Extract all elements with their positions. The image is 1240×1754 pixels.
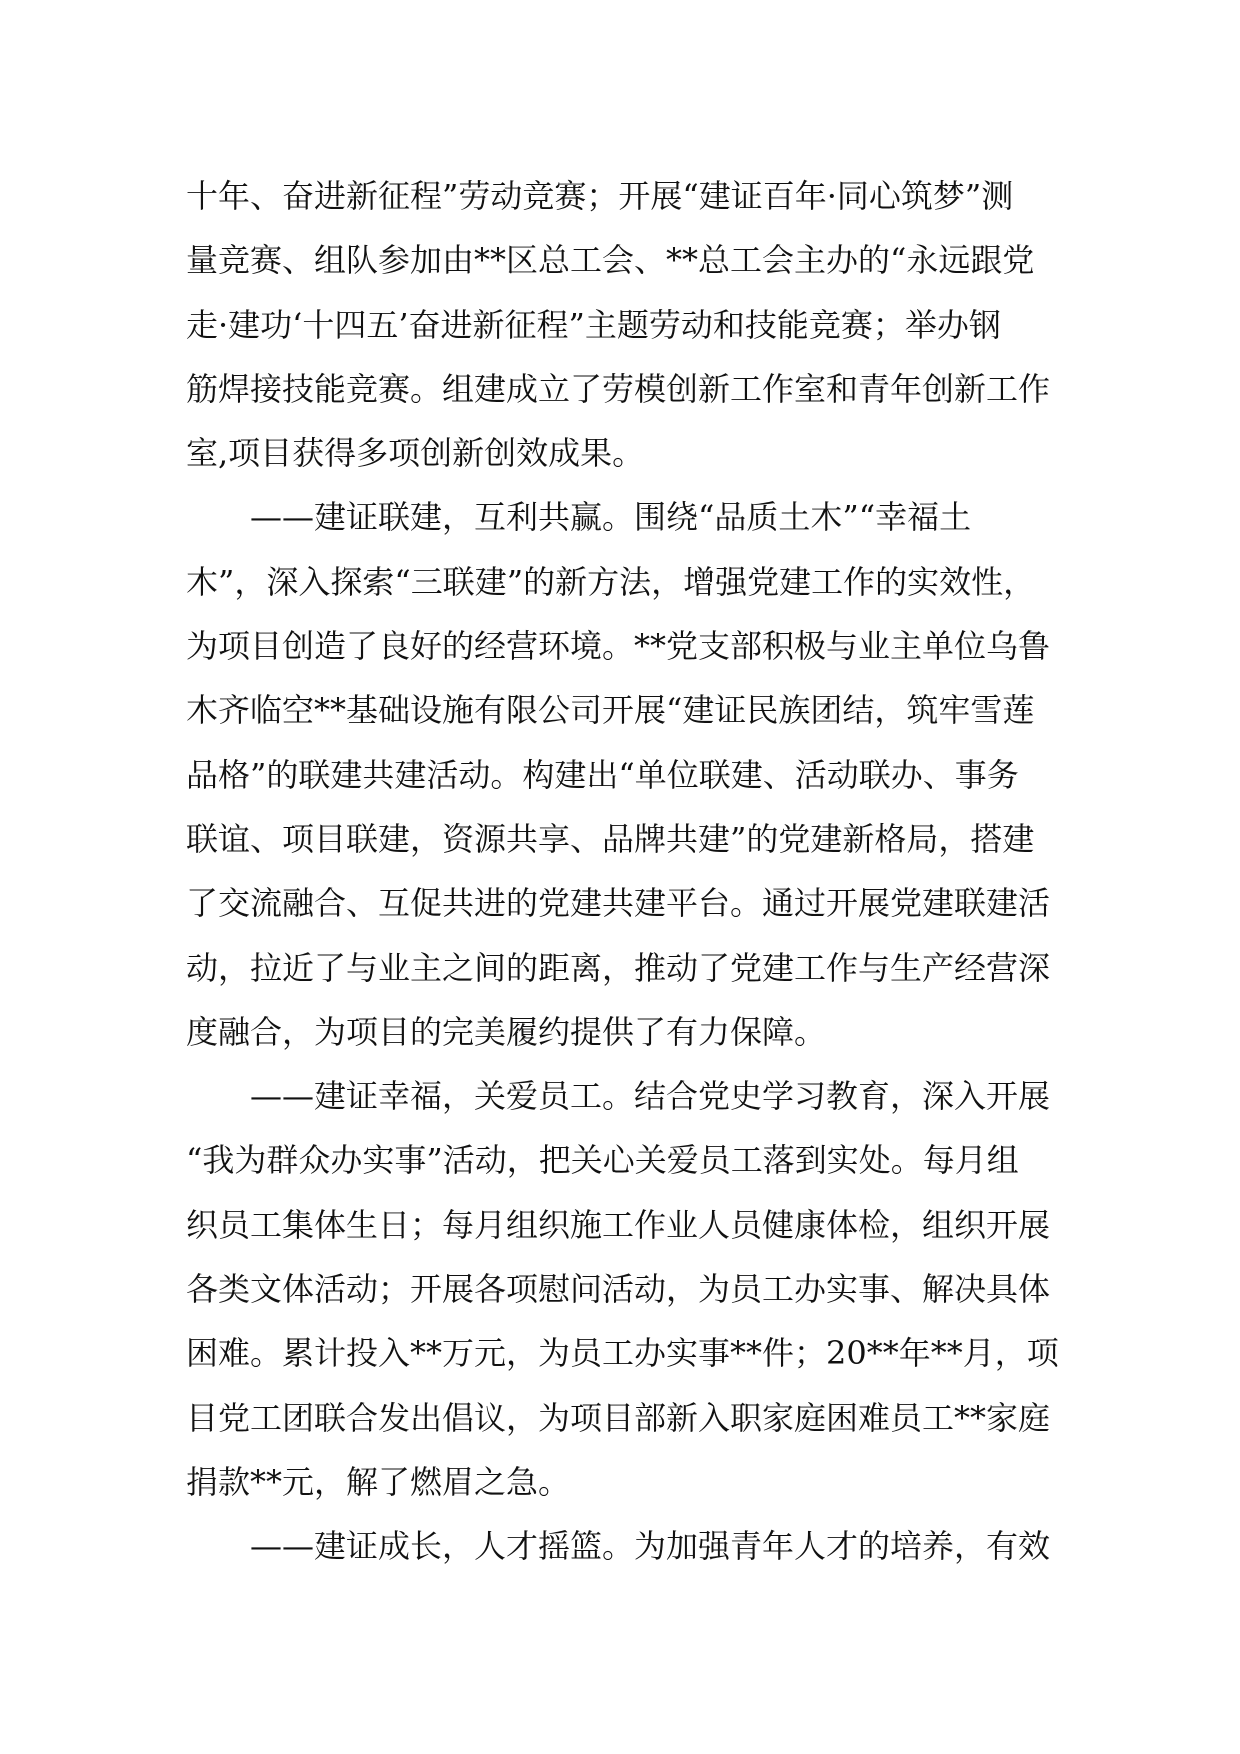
paragraph-start-line: ——建证成长，人才摇篮。为加强青年人才的培养，有效 bbox=[250, 1527, 1051, 1566]
paragraph-start-line: ——建证联建，互利共赢。围绕“品质土木”“幸福土 bbox=[250, 498, 972, 537]
text-line: 室,项目获得多项创新创效成果。 bbox=[186, 434, 645, 473]
text-line: 动，拉近了与业主之间的距离，推动了党建工作与生产经营深 bbox=[186, 948, 1051, 987]
text-line: 为项目创造了良好的经营环境。**党支部积极与业主单位乌鲁 bbox=[186, 627, 1051, 666]
text-line: 走·建功‘十四五’奋进新征程”主题劳动和技能竞赛；举办钢 bbox=[186, 305, 1001, 344]
text-line: 量竞赛、组队参加由**区总工会、**总工会主办的“永远跟党 bbox=[186, 241, 1035, 280]
text-line: “我为群众办实事”活动，把关心关爱员工落到实处。每月组 bbox=[186, 1141, 1019, 1180]
text-line: 度融合，为项目的完美履约提供了有力保障。 bbox=[186, 1012, 827, 1051]
text-line: 品格”的联建共建活动。构建出“单位联建、活动联办、事务 bbox=[186, 755, 1019, 794]
text-line: 捐款**元，解了燃眉之急。 bbox=[186, 1462, 571, 1501]
body-text bbox=[186, 164, 1066, 1579]
text-line: 木”，深入探索“三联建”的新方法，增强党建工作的实效性， bbox=[186, 562, 1036, 601]
text-line: 筋焊接技能竞赛。组建成立了劳模创新工作室和青年创新工作 bbox=[186, 369, 1051, 408]
text-line: 各类文体活动；开展各项慰问活动，为员工办实事、解决具体 bbox=[186, 1270, 1051, 1309]
paragraph-start-line: ——建证幸福，关爱员工。结合党史学习教育，深入开展 bbox=[250, 1077, 1051, 1116]
text-line: 困难。累计投入**万元，为员工办实事**件；20**年**月，项 bbox=[186, 1334, 1059, 1373]
text-line: 联谊、项目联建，资源共享、品牌共建”的党建新格局，搭建 bbox=[186, 819, 1035, 858]
text-line: 十年、奋进新征程”劳动竞赛；开展“建证百年·同心筑梦”测 bbox=[186, 177, 1014, 215]
text-line: 了交流融合、互促共进的党建共建平台。通过开展党建联建活 bbox=[186, 884, 1051, 923]
text-line: 目党工团联合发出倡议，为项目部新入职家庭困难员工**家庭 bbox=[186, 1398, 1051, 1437]
text-line: 木齐临空**基础设施有限公司开展“建证民族团结，筑牢雪莲 bbox=[186, 691, 1035, 730]
text-line: 织员工集体生日；每月组织施工作业人员健康体检，组织开展 bbox=[186, 1205, 1051, 1244]
